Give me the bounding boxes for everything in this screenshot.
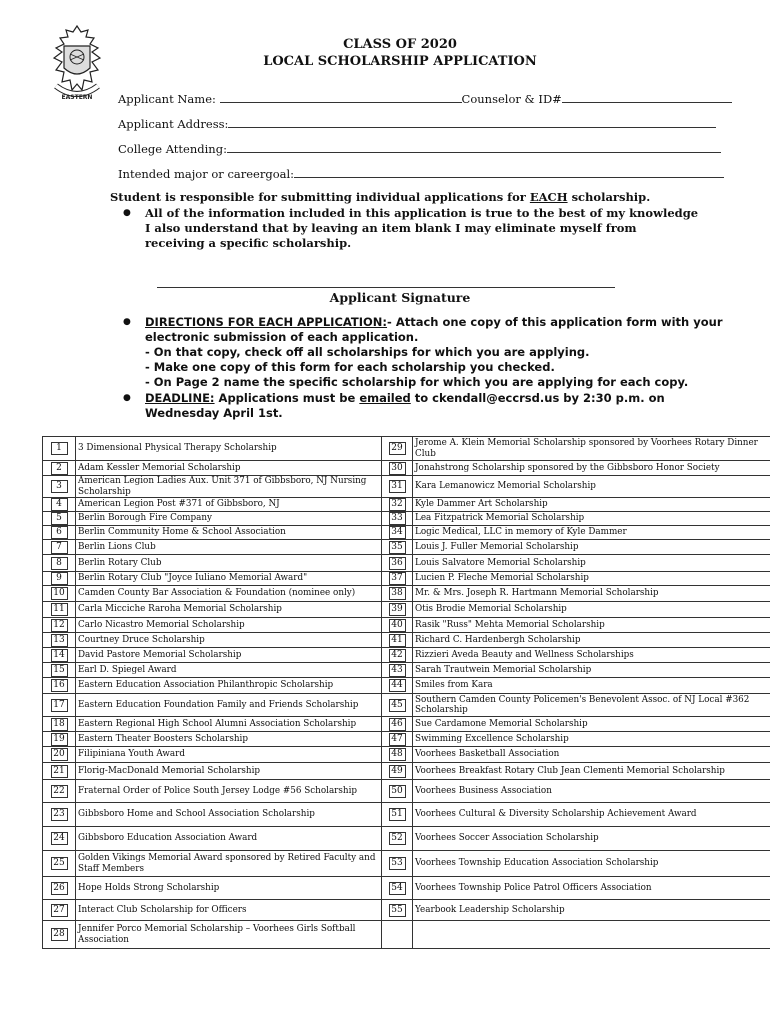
scholarship-name: Fraternal Order of Police South Jersey Lodge #56 Scholarship <box>76 780 382 803</box>
scholarship-name: American Legion Ladies Aux. Unit 371 of Gibbsboro, NJ Nursing Scholarship <box>76 476 382 498</box>
directions-bullet <box>123 315 725 390</box>
scholarship-name: Berlin Rotary Club <box>76 555 382 572</box>
scholarship-checkbox-number[interactable]: 13 <box>51 634 68 647</box>
scholarship-name: Swimming Excellence Scholarship <box>413 732 770 747</box>
scholarship-check-cell[interactable] <box>382 461 413 476</box>
scholarship-checkbox-number[interactable]: 48 <box>389 748 406 761</box>
scholarship-name: Voorhees Cultural & Diversity Scholarship Achievement Award <box>413 803 770 827</box>
scholarship-checkbox-number[interactable]: 3 <box>51 480 68 493</box>
scholarship-checkbox-number[interactable]: 20 <box>51 748 68 761</box>
scholarship-checkbox-number[interactable]: 16 <box>51 679 68 692</box>
directions-heading: DIRECTIONS FOR EACH APPLICATION: <box>145 315 388 329</box>
form-title: LOCAL SCHOLARSHIP APPLICATION <box>263 54 537 69</box>
college-row <box>118 142 721 156</box>
scholarship-checkbox-number[interactable]: 33 <box>389 512 406 525</box>
scholarship-name: Hope Holds Strong Scholarship <box>76 877 382 900</box>
deadline-text-end: to ckendall@eccrsd.us by 2:30 p.m. on Wednesday April 1st. <box>145 391 665 420</box>
college-label: College Attending: <box>118 142 227 156</box>
address-label: Applicant Address: <box>118 117 229 131</box>
scholarship-check-cell[interactable] <box>43 732 76 747</box>
table-row <box>43 780 770 803</box>
major-label: Intended major or careergoal: <box>118 167 295 181</box>
scholarship-name: Kyle Dammer Art Scholarship <box>413 498 770 512</box>
scholarship-check-cell[interactable] <box>43 678 76 694</box>
deadline-text: Applications must be <box>214 391 360 405</box>
scholarship-check-cell[interactable] <box>382 780 413 803</box>
address-row <box>118 117 716 131</box>
scholarship-checkbox-number[interactable]: 25 <box>51 857 68 870</box>
scholarship-table <box>42 436 770 949</box>
note-text-end: scholarship. <box>567 190 651 204</box>
scholarship-check-cell[interactable] <box>43 555 76 572</box>
scholarship-name: Berlin Lions Club <box>76 540 382 555</box>
scholarship-check-cell[interactable] <box>382 602 413 618</box>
scholarship-check-cell[interactable] <box>43 437 76 461</box>
scholarship-check-cell[interactable] <box>382 437 413 461</box>
table-row <box>43 877 770 900</box>
scholarship-checkbox-number[interactable]: 1 <box>51 442 68 455</box>
scholarship-checkbox-number[interactable]: 14 <box>51 649 68 662</box>
table-row <box>43 633 770 648</box>
scholarship-name: Camden County Bar Association & Foundation (nominee only) <box>76 586 382 602</box>
table-row <box>43 663 770 678</box>
scholarship-name: Eastern Regional High School Alumni Association Scholarship <box>76 717 382 732</box>
scholarship-checkbox-number[interactable]: 44 <box>389 679 406 692</box>
scholarship-checkbox-number[interactable]: 21 <box>51 765 68 778</box>
scholarship-check-cell[interactable] <box>43 803 76 827</box>
scholarship-checkbox-number[interactable]: 19 <box>51 733 68 746</box>
scholarship-checkbox-number[interactable]: 11 <box>51 603 68 616</box>
scholarship-check-cell[interactable] <box>43 498 76 512</box>
scholarship-name: Eastern Education Foundation Family and Friends Scholarship <box>76 694 382 717</box>
table-row <box>43 526 770 540</box>
scholarship-name: Berlin Borough Fire Company <box>76 512 382 526</box>
scholarship-name: Berlin Rotary Club "Joyce Iuliano Memorial Award" <box>76 572 382 586</box>
scholarship-checkbox-number[interactable]: 22 <box>51 785 68 798</box>
table-row <box>43 437 770 461</box>
scholarship-check-cell[interactable] <box>43 763 76 780</box>
table-row <box>43 476 770 498</box>
signature-label: Applicant Signature <box>329 290 471 305</box>
directions-line-2: - Make one copy of this form for each scholarship you checked. <box>145 360 555 374</box>
scholarship-check-cell[interactable] <box>43 877 76 900</box>
major-row <box>118 167 724 181</box>
scholarship-name: Louis J. Fuller Memorial Scholarship <box>413 540 770 555</box>
table-row <box>43 461 770 476</box>
scholarship-checkbox-number[interactable]: 38 <box>389 587 406 600</box>
scholarship-name: Gibbsboro Home and School Association Scholarship <box>76 803 382 827</box>
scholarship-check-cell[interactable] <box>382 694 413 717</box>
scholarship-name: Sue Cardamone Memorial Scholarship <box>413 717 770 732</box>
scholarship-checkbox-number[interactable]: 53 <box>389 857 406 870</box>
counselor-field[interactable] <box>562 93 732 103</box>
scholarship-checkbox-number[interactable]: 4 <box>51 498 68 511</box>
scholarship-checkbox-number[interactable]: 6 <box>51 526 68 539</box>
deadline-emailed: emailed <box>359 391 411 405</box>
scholarship-name: Sarah Trautwein Memorial Scholarship <box>413 663 770 678</box>
responsibility-note <box>110 190 670 205</box>
scholarship-checkbox-number[interactable]: 54 <box>389 882 406 895</box>
scholarship-check-cell[interactable] <box>43 572 76 586</box>
table-row <box>43 540 770 555</box>
table-row <box>43 851 770 877</box>
scholarship-name: Yearbook Leadership Scholarship <box>413 900 770 921</box>
scholarship-name: Kara Lemanowicz Memorial Scholarship <box>413 476 770 498</box>
scholarship-checkbox-number[interactable]: 32 <box>389 498 406 511</box>
scholarship-check-cell[interactable] <box>382 851 413 877</box>
table-row <box>43 572 770 586</box>
scholarship-checkbox-number[interactable]: 23 <box>51 808 68 821</box>
form-title-class: CLASS OF 2020 <box>343 37 457 52</box>
signature-line[interactable] <box>157 287 615 288</box>
table-row <box>43 732 770 747</box>
scholarship-name: Adam Kessler Memorial Scholarship <box>76 461 382 476</box>
table-row <box>43 827 770 851</box>
scholarship-checkbox-number[interactable]: 39 <box>389 603 406 616</box>
scholarship-name: Interact Club Scholarship for Officers <box>76 900 382 921</box>
scholarship-name: 3 Dimensional Physical Therapy Scholarship <box>76 437 382 461</box>
scholarship-check-cell[interactable] <box>382 498 413 512</box>
scholarship-check-cell[interactable] <box>382 803 413 827</box>
scholarship-checkbox-number[interactable]: 41 <box>389 634 406 647</box>
scholarship-check-cell[interactable] <box>382 747 413 763</box>
counselor-label: Counselor & ID# <box>461 92 562 106</box>
scholarship-checkbox-number[interactable]: 47 <box>389 733 406 746</box>
scholarship-check-cell[interactable] <box>382 555 413 572</box>
scholarship-check-cell[interactable] <box>382 648 413 663</box>
table-row <box>43 648 770 663</box>
scholarship-check-cell[interactable] <box>43 717 76 732</box>
scholarship-checkbox-number[interactable]: 30 <box>389 462 406 475</box>
scholarship-check-cell[interactable] <box>43 694 76 717</box>
scholarship-check-cell[interactable] <box>382 732 413 747</box>
scholarship-check-cell[interactable] <box>43 900 76 921</box>
scholarship-checkbox-number[interactable]: 49 <box>389 765 406 778</box>
directions-line-1: - On that copy, check off all scholarships for which you are applying. <box>145 345 590 359</box>
scholarship-check-cell[interactable] <box>43 618 76 633</box>
scholarship-name: Carlo Nicastro Memorial Scholarship <box>76 618 382 633</box>
scholarship-checkbox-number[interactable]: 42 <box>389 649 406 662</box>
scholarship-checkbox-number[interactable]: 46 <box>389 718 406 731</box>
info-bullet: ● All of the information included in this application is true to the best of my knowledge I also understand that by leaving an item blank I may eliminate myself from receiving a specific scholarship. <box>123 206 700 251</box>
scholarship-check-cell[interactable] <box>382 678 413 694</box>
scholarship-name: Voorhees Soccer Association Scholarship <box>413 827 770 851</box>
scholarship-name: Jennifer Porco Memorial Scholarship – Voorhees Girls Softball Association <box>76 921 382 949</box>
table-row <box>43 747 770 763</box>
table-row <box>43 803 770 827</box>
scholarship-checkbox-number[interactable]: 27 <box>51 904 68 917</box>
scholarship-check-cell[interactable] <box>43 827 76 851</box>
scholarship-checkbox-number[interactable]: 40 <box>389 619 406 632</box>
table-row <box>43 586 770 602</box>
deadline-label: DEADLINE: <box>145 391 215 405</box>
scholarship-checkbox-number[interactable]: 31 <box>389 480 406 493</box>
scholarship-check-cell[interactable] <box>382 900 413 921</box>
scholarship-checkbox-number[interactable]: 8 <box>51 557 68 570</box>
scholarship-check-cell[interactable] <box>382 763 413 780</box>
crest-label: EASTERN <box>61 94 93 101</box>
scholarship-name: Louis Salvatore Memorial Scholarship <box>413 555 770 572</box>
scholarship-checkbox-number[interactable]: 5 <box>51 512 68 525</box>
table-row <box>43 498 770 512</box>
major-field[interactable] <box>294 168 724 178</box>
scholarship-check-cell[interactable] <box>43 851 76 877</box>
scholarship-checkbox-number[interactable]: 28 <box>51 928 68 941</box>
scholarship-name: Lucien P. Fleche Memorial Scholarship <box>413 572 770 586</box>
applicant-name-row <box>118 92 732 106</box>
scholarship-check-cell[interactable] <box>43 747 76 763</box>
scholarship-name: Rasik "Russ" Mehta Memorial Scholarship <box>413 618 770 633</box>
scholarship-name: Earl D. Spiegel Award <box>76 663 382 678</box>
note-each: EACH <box>529 190 568 204</box>
scholarship-check-cell[interactable] <box>43 586 76 602</box>
scholarship-check-cell[interactable] <box>43 921 76 949</box>
scholarship-checkbox-number[interactable]: 51 <box>389 808 406 821</box>
scholarship-checkbox-number[interactable]: 52 <box>389 832 406 845</box>
table-row <box>43 694 770 717</box>
scholarship-check-cell[interactable] <box>382 476 413 498</box>
scholarship-name: Otis Brodie Memorial Scholarship <box>413 602 770 618</box>
scholarship-checkbox-number[interactable]: 24 <box>51 832 68 845</box>
scholarship-check-cell[interactable] <box>382 877 413 900</box>
scholarship-checkbox-number[interactable]: 55 <box>389 904 406 917</box>
scholarship-checkbox-number[interactable]: 2 <box>51 462 68 475</box>
deadline-bullet <box>123 391 725 421</box>
scholarship-check-cell[interactable] <box>43 476 76 498</box>
scholarship-checkbox-number[interactable]: 17 <box>51 699 68 712</box>
address-field[interactable] <box>228 118 716 128</box>
scholarship-name: Voorhees Township Education Association Scholarship <box>413 851 770 877</box>
scholarship-check-cell[interactable] <box>382 512 413 526</box>
scholarship-name <box>413 921 770 949</box>
scholarship-check-cell[interactable] <box>43 461 76 476</box>
scholarship-checkbox-number[interactable]: 35 <box>389 541 406 554</box>
scholarship-name: Voorhees Business Association <box>413 780 770 803</box>
scholarship-checkbox-number[interactable]: 15 <box>51 664 68 677</box>
table-row <box>43 900 770 921</box>
table-row <box>43 763 770 780</box>
scholarship-checkbox-number[interactable]: 43 <box>389 664 406 677</box>
scholarship-checkbox-number[interactable]: 26 <box>51 882 68 895</box>
scholarship-name: David Pastore Memorial Scholarship <box>76 648 382 663</box>
scholarship-name: Eastern Education Association Philanthropic Scholarship <box>76 678 382 694</box>
scholarship-name: American Legion Post #371 of Gibbsboro, NJ <box>76 498 382 512</box>
scholarship-check-cell[interactable] <box>382 827 413 851</box>
bullet-icon: ● <box>123 393 131 403</box>
scholarship-checkbox-number[interactable]: 45 <box>389 699 406 712</box>
scholarship-name: Jerome A. Klein Memorial Scholarship sponsored by Voorhees Rotary Dinner Club <box>413 437 770 461</box>
scholarship-checkbox-number[interactable]: 29 <box>389 442 406 455</box>
note-text: Student is responsible for submitting individual applications for <box>110 190 530 204</box>
college-field[interactable] <box>227 143 721 153</box>
scholarship-check-cell[interactable] <box>382 663 413 678</box>
scholarship-name: Lea Fitzpatrick Memorial Scholarship <box>413 512 770 526</box>
directions-line-3: - On Page 2 name the specific scholarship for which you are applying for each copy. <box>145 375 689 389</box>
table-row <box>43 602 770 618</box>
scholarship-checkbox-number[interactable]: 7 <box>51 541 68 554</box>
scholarship-name: Rizzieri Aveda Beauty and Wellness Scholarships <box>413 648 770 663</box>
scholarship-check-cell[interactable] <box>43 780 76 803</box>
scholarship-name: Mr. & Mrs. Joseph R. Hartmann Memorial Scholarship <box>413 586 770 602</box>
scholarship-name: Berlin Community Home & School Association <box>76 526 382 540</box>
scholarship-name: Jonahstrong Scholarship sponsored by the Gibbsboro Honor Society <box>413 461 770 476</box>
scholarship-name: Southern Camden County Policemen's Benevolent Assoc. of NJ Local #362 Scholarship <box>413 694 770 717</box>
scholarship-name: Richard C. Hardenbergh Scholarship <box>413 633 770 648</box>
scholarship-name: Courtney Druce Scholarship <box>76 633 382 648</box>
scholarship-name: Smiles from Kara <box>413 678 770 694</box>
table-row <box>43 678 770 694</box>
scholarship-check-cell[interactable] <box>382 526 413 540</box>
scholarship-checkbox-number[interactable]: 37 <box>389 572 406 585</box>
scholarship-checkbox-number[interactable]: 12 <box>51 619 68 632</box>
table-row <box>43 555 770 572</box>
scholarship-check-cell[interactable] <box>43 512 76 526</box>
scholarship-name: Logic Medical, LLC in memory of Kyle Dammer <box>413 526 770 540</box>
scholarship-check-cell[interactable] <box>382 572 413 586</box>
scholarship-name: Golden Vikings Memorial Award sponsored by Retired Faculty and Staff Members <box>76 851 382 877</box>
scholarship-name: Gibbsboro Education Association Award <box>76 827 382 851</box>
scholarship-check-cell[interactable] <box>43 526 76 540</box>
applicant-name-field[interactable] <box>220 93 462 103</box>
table-row <box>43 921 770 949</box>
scholarship-checkbox-number[interactable]: 34 <box>389 526 406 539</box>
scholarship-check-cell[interactable] <box>43 602 76 618</box>
scholarship-check-cell[interactable] <box>382 618 413 633</box>
scholarship-checkbox-number[interactable]: 10 <box>51 587 68 600</box>
table-row <box>43 618 770 633</box>
scholarship-check-cell[interactable] <box>43 633 76 648</box>
scholarship-check-cell[interactable] <box>382 717 413 732</box>
scholarship-check-cell[interactable] <box>43 663 76 678</box>
table-row <box>43 717 770 732</box>
table-row <box>43 512 770 526</box>
scholarship-name: Voorhees Basketball Association <box>413 747 770 763</box>
scholarship-check-cell[interactable] <box>382 921 413 949</box>
scholarship-check-cell[interactable] <box>43 540 76 555</box>
scholarship-check-cell[interactable] <box>382 540 413 555</box>
scholarship-name: Filipiniana Youth Award <box>76 747 382 763</box>
bullet-icon: ● <box>123 317 131 327</box>
scholarship-check-cell[interactable] <box>382 633 413 648</box>
directions-heading-rest: - Attach one copy of this application form with your electronic submission of each application. <box>145 315 723 344</box>
scholarship-name: Voorhees Breakfast Rotary Club Jean Clementi Memorial Scholarship <box>413 763 770 780</box>
scholarship-name: Florig-MacDonald Memorial Scholarship <box>76 763 382 780</box>
scholarship-checkbox-number[interactable]: 50 <box>389 785 406 798</box>
scholarship-name: Voorhees Township Police Patrol Officers Association <box>413 877 770 900</box>
scholarship-check-cell[interactable] <box>43 648 76 663</box>
scholarship-checkbox-number[interactable]: 18 <box>51 718 68 731</box>
scholarship-checkbox-number[interactable]: 36 <box>389 557 406 570</box>
scholarship-check-cell[interactable] <box>382 586 413 602</box>
scholarship-name: Eastern Theater Boosters Scholarship <box>76 732 382 747</box>
applicant-name-label: Applicant Name: <box>118 92 216 106</box>
scholarship-name: Carla Micciche Raroha Memorial Scholarship <box>76 602 382 618</box>
scholarship-checkbox-number[interactable]: 9 <box>51 572 68 585</box>
